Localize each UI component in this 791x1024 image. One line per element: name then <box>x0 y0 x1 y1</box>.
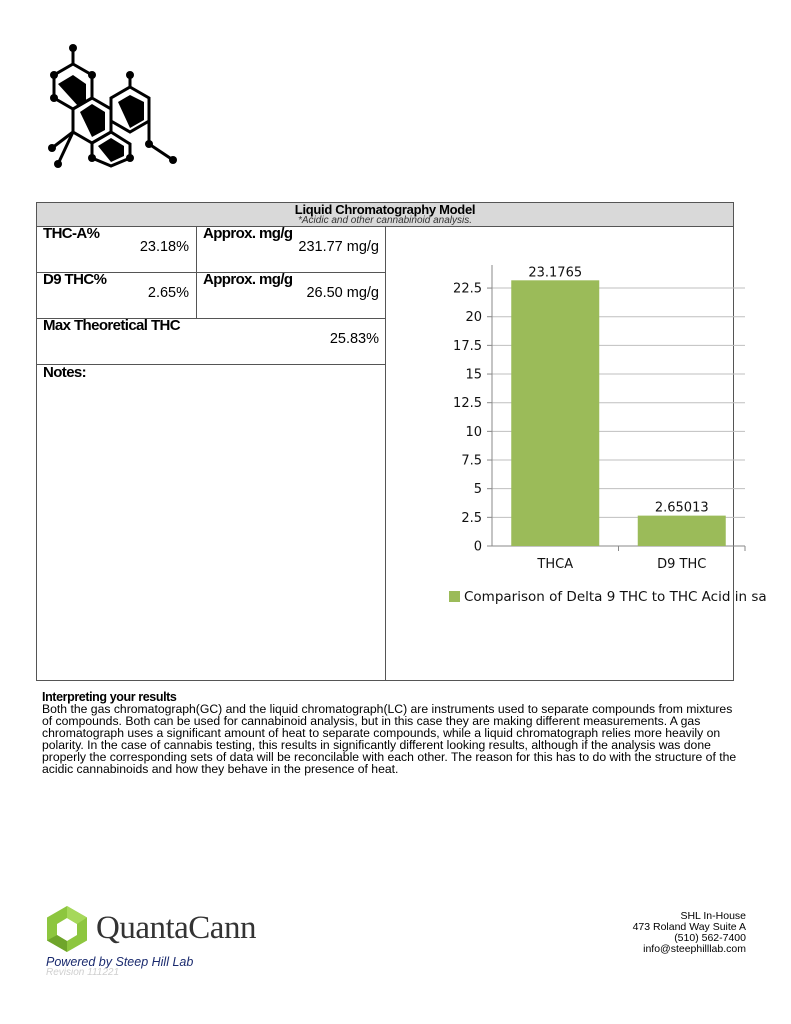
y-tick-label: 10 <box>465 424 482 440</box>
address-line: 473 Roland Way Suite A <box>632 921 746 933</box>
y-tick-label: 22.5 <box>453 281 482 297</box>
y-tick-label: 2.5 <box>461 510 482 526</box>
d9-value: 2.65% <box>147 285 189 301</box>
powered-by: Powered by Steep Hill Lab <box>46 955 194 969</box>
lab-address <box>633 911 746 955</box>
y-tick-label: 12.5 <box>453 396 482 412</box>
comparison-bar-chart <box>397 237 767 617</box>
thca-mg-label: Approx. mg/g <box>203 225 293 242</box>
report-subtitle: *Acidic and other cannabinoid analysis. <box>298 215 472 226</box>
report-title-band <box>37 203 733 227</box>
x-tick-label: D9 THC <box>657 557 707 572</box>
max-theoretical-cell <box>37 319 385 365</box>
bar-d9-thc <box>638 516 726 546</box>
d9-label: D9 THC% <box>43 271 107 288</box>
legend-label: Comparison of Delta 9 THC to THC Acid in sa <box>464 589 767 605</box>
revision-number: Revision 111221 <box>46 967 120 978</box>
address-phone: (510) 562-7400 <box>674 932 746 944</box>
steep-hill-molecule-logo <box>40 40 182 174</box>
d9-mg-label: Approx. mg/g <box>203 271 293 288</box>
x-tick-label: THCA <box>537 557 574 572</box>
thca-mg-value: 231.77 mg/g <box>298 239 379 255</box>
y-tick-label: 17.5 <box>453 338 482 354</box>
thca-label: THC-A% <box>43 225 100 242</box>
d9-percent-cell <box>37 273 197 319</box>
notes-label: Notes: <box>43 364 87 381</box>
quantacann-logo <box>44 904 284 960</box>
d9-mg-cell <box>197 273 385 319</box>
y-tick-label: 7.5 <box>461 453 482 469</box>
d9-mg-value: 26.50 mg/g <box>306 285 379 301</box>
quantacann-wordmark: QuantaCann <box>96 910 256 946</box>
thca-mg-cell <box>197 227 385 273</box>
interpretation-section <box>42 691 742 775</box>
bar-thca <box>511 280 599 546</box>
max-theoretical-value: 25.83% <box>329 331 379 347</box>
y-tick-label: 0 <box>473 539 482 555</box>
max-theoretical-label: Max Theoretical THC <box>43 317 180 334</box>
bar-value-label: 2.65013 <box>654 500 709 516</box>
thca-percent-cell <box>37 227 197 273</box>
results-column <box>37 227 386 680</box>
address-line: SHL In-House <box>680 910 746 922</box>
legend-swatch <box>449 591 460 602</box>
bar-value-label: 23.1765 <box>528 265 583 281</box>
y-tick-label: 20 <box>465 310 482 326</box>
address-email: info@steephilllab.com <box>643 943 746 955</box>
thca-value: 23.18% <box>139 239 189 255</box>
quantacann-hexagon-icon <box>44 904 90 954</box>
y-tick-label: 15 <box>465 367 482 383</box>
interpretation-heading: Interpreting your results <box>42 690 177 704</box>
chromatography-report-box <box>36 202 767 681</box>
report-title: Liquid Chromatography Model <box>294 202 476 217</box>
interpretation-body: Both the gas chromatograph(GC) and the liquid chromatograph(LC) are instruments used to separate compounds from mixtures of compounds. Both can be used for cannabinoid analysis, but in this case they are making different measurements. A gas chromatograph uses a significant amount of heat to separate compounds, while a liquid chromatograph relies more heavily on polarity. In the case of cannabis testing, this results in significantly different looking results, although if the analysis was done properly the corresponding sets of data will be reconcilable with each other. The reason for this has to do with the structure of the acidic cannabinoids and how they behave in the presence of heat. <box>42 702 737 776</box>
y-tick-label: 5 <box>473 482 482 498</box>
